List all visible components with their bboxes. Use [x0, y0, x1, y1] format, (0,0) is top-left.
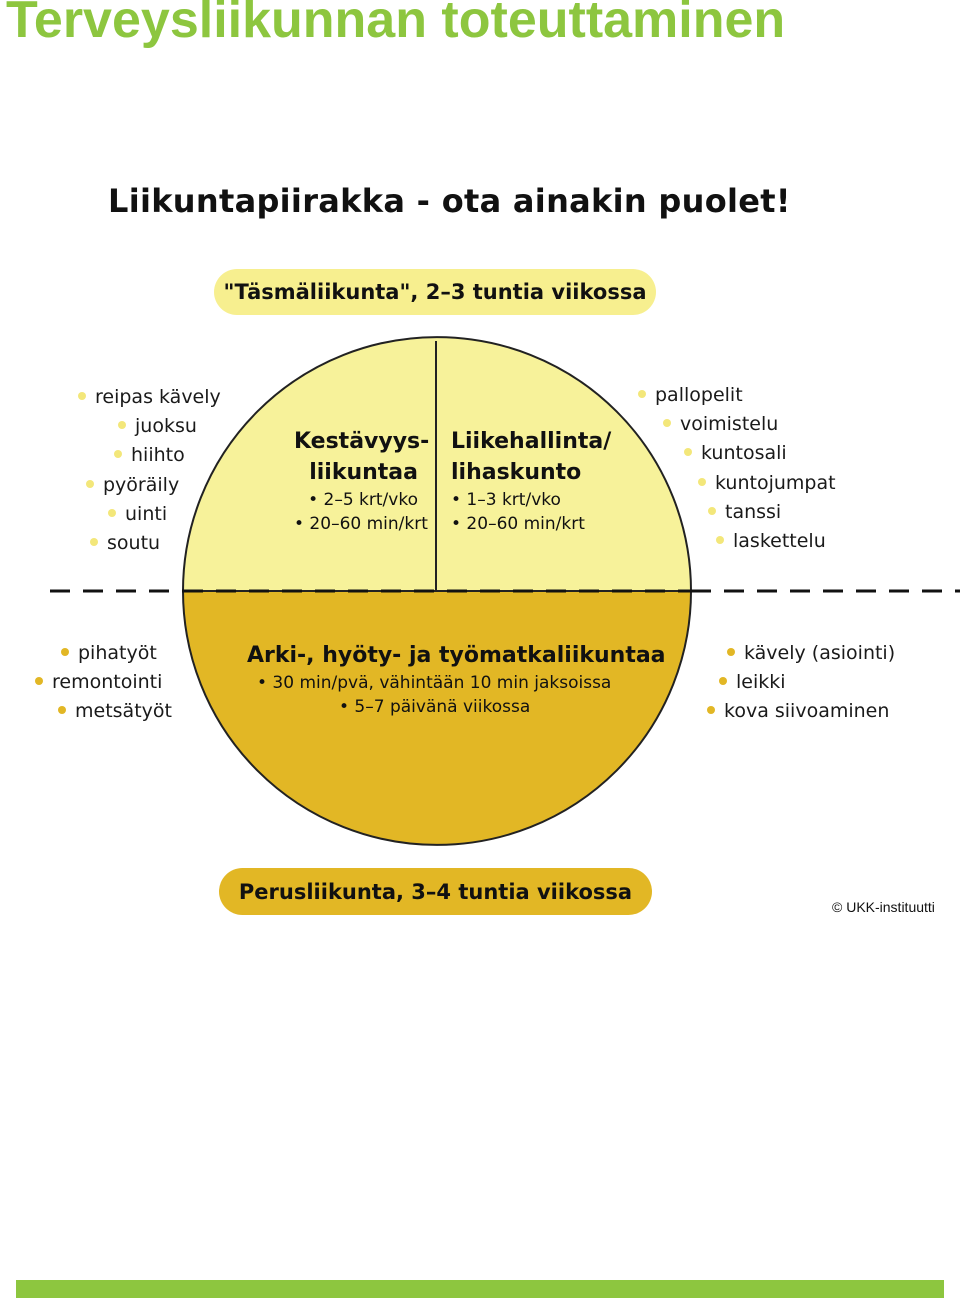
list-item: pallopelit	[638, 384, 743, 406]
sector-strength	[451, 426, 611, 536]
list-item: kuntosali	[684, 442, 787, 464]
bullet-dot	[78, 392, 86, 400]
bullet-dot	[118, 421, 126, 429]
sector-base-detail-1: • 30 min/pvä, vähintään 10 min jaksoissa	[257, 673, 612, 693]
sector-strength-title-2: lihaskunto	[451, 460, 582, 485]
list-item: juoksu	[118, 415, 197, 437]
list-item: soutu	[90, 532, 160, 554]
bullet-dot	[35, 677, 43, 685]
bullet-dot	[684, 448, 692, 456]
slide-title: Terveysliikunnan toteuttaminen	[6, 0, 786, 49]
bullet-dot	[698, 478, 706, 486]
bullet-dot	[708, 507, 716, 515]
list-item: pihatyöt	[61, 642, 157, 664]
diagram-heading: Liikuntapiirakka - ota ainakin puolet!	[108, 182, 791, 220]
sector-endurance-detail-2: • 20–60 min/krt	[294, 514, 428, 534]
bullet-dot	[638, 390, 646, 398]
copyright-credit: © UKK-instituutti	[832, 899, 935, 915]
sector-endurance-detail-1: • 2–5 krt/vko	[308, 490, 418, 510]
bottom-pill-label: Perusliikunta, 3–4 tuntia viikossa	[219, 868, 652, 915]
sector-base	[247, 640, 666, 719]
bullet-dot	[727, 648, 735, 656]
bullet-dot	[663, 419, 671, 427]
list-item: voimistelu	[663, 413, 778, 435]
sector-base-detail-2: • 5–7 päivänä viikossa	[339, 697, 531, 717]
footer-accent-bar	[16, 1280, 944, 1298]
list-item: uinti	[108, 503, 167, 525]
list-item: kävely (asiointi)	[727, 642, 895, 664]
bullet-dot	[58, 706, 66, 714]
bullet-dot	[719, 677, 727, 685]
bullet-dot	[716, 536, 724, 544]
bullet-dot	[61, 648, 69, 656]
bullet-dot	[707, 706, 715, 714]
list-item: leikki	[719, 671, 786, 693]
sector-strength-detail-2: • 20–60 min/krt	[451, 514, 585, 534]
list-item: reipas kävely	[78, 386, 221, 408]
list-item: remontointi	[35, 671, 162, 693]
sector-base-title: Arki-, hyöty- ja työmatkaliikuntaa	[247, 643, 666, 668]
list-item: kuntojumpat	[698, 472, 836, 494]
list-item: laskettelu	[716, 530, 826, 552]
list-item: hiihto	[114, 444, 185, 466]
bullet-dot	[108, 509, 116, 517]
sector-strength-detail-1: • 1–3 krt/vko	[451, 490, 561, 510]
top-pill-label: "Täsmäliikunta", 2–3 tuntia viikossa	[214, 269, 656, 315]
list-item: tanssi	[708, 501, 781, 523]
sector-strength-title-1: Liikehallinta/	[451, 429, 612, 454]
list-item: metsätyöt	[58, 700, 172, 722]
sector-endurance-title-2: liikuntaa	[309, 460, 418, 485]
bullet-dot	[114, 450, 122, 458]
bullet-dot	[86, 480, 94, 488]
sector-endurance-title-1: Kestävyys-	[294, 429, 430, 454]
bullet-dot	[90, 538, 98, 546]
list-item: kova siivoaminen	[707, 700, 889, 722]
list-item: pyöräily	[86, 474, 179, 496]
sector-endurance	[294, 426, 430, 536]
